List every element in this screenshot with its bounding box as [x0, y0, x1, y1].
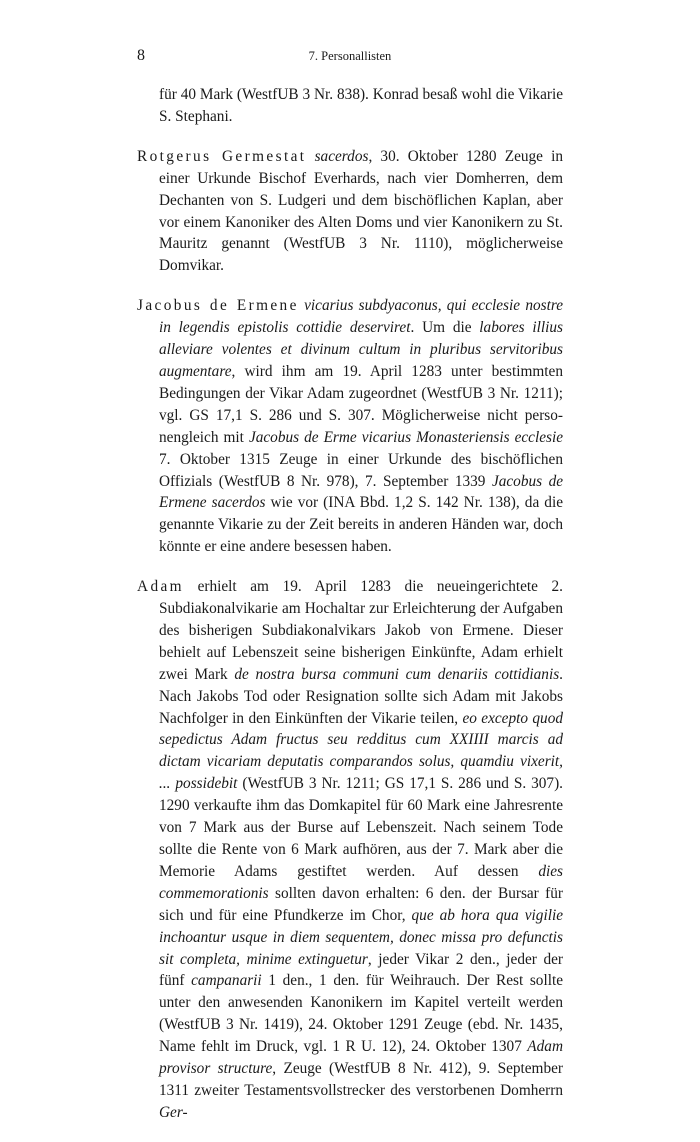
- text-segment: erhielt am 19. April 1283 die neueingerichtete 2. Subdiakonalvikarie am Hochaltar zur Erleichterung der Aufgaben des bisherigen Subdiakonalvikars Jakob von Ermene. Dieser behielt auf Lebenszeit seine bisherigen Einkünfte, Adam erhielt zwei Mark: [159, 578, 563, 683]
- text-segment: wie vor (INA Bbd. 1,2 S. 142 Nr. 138), da die genannte Vikarie zu der Zeit bereits in anderen Händen war, doch könnte er eine andere besessen haben.: [159, 494, 563, 556]
- entry-name: Adam: [137, 578, 184, 596]
- text-segment: . Um die: [410, 319, 480, 337]
- italic-segment: Ger-: [159, 1103, 188, 1121]
- page-number: 8: [137, 47, 145, 64]
- text-segment: , wird ihm am 19. April 1283 unter bestimmten Bedingungen der Vikar Adam zugeordnet (WestfUB 3 Nr. 1211); vgl. GS 17,1 S. 286 und S. 307. Möglicherweise nicht personengleich mit: [159, 362, 563, 446]
- text-segment: , Zeuge (WestfUB 8 Nr. 412), 9. September 1311 zweiter Testamentsvollstrecker des verstorbenen Domherrn: [159, 1060, 563, 1099]
- entry-paragraph: [137, 576, 563, 1124]
- entry-name: Rotgerus Germestat: [137, 147, 307, 165]
- italic-segment: sacerdos: [314, 147, 369, 165]
- running-head: 7. Personallisten: [308, 49, 392, 63]
- italic-segment: dies commemorationis: [159, 862, 563, 902]
- text-segment: 1 den., 1 den. für Weihrauch. Der Rest sollte unter den anwesenden Kanonikern im Kapitel verteilt werden (WestfUB 3 Nr. 1419), 24. Oktober 1291 Zeuge (ebd. Nr. 1435, Name fehlt im Druck, vgl. 1 R U. 12), 24. Oktober 1307: [159, 972, 563, 1056]
- text-segment: sollten davon erhalten: 6 den. der Bursar für sich und für eine Pfundkerze im Chor,: [159, 884, 563, 924]
- italic-segment: vicarius subdyaconus, qui ecclesie nostre in legendis epistolis cottidie deserviret: [159, 297, 563, 337]
- text-segment: für 40 Mark (WestfUB 3 Nr. 838). Konrad besaß wohl die Vikarie S. Stephani.: [159, 86, 563, 125]
- text-segment: , 30. Oktober 1280 Zeuge in einer Urkunde Bischof Everhards, nach vier Domherren, dem Dechanten von S. Ludgeri und dem bischöflichen Kaplan, aber vor einem Kanoniker des Alten Doms und vier Kanonikern zu St. Mauritz genannt (WestfUB 3 Nr. 1110), möglicherweise Domvikar.: [159, 147, 563, 275]
- text-segment: , jeder Vikar 2 den., jeder der fünf: [159, 950, 563, 990]
- body-text: [137, 84, 563, 1142]
- continuation-paragraph: [137, 84, 563, 128]
- italic-segment: Jacobus de Ermene sacerdos: [159, 472, 564, 512]
- italic-segment: Jacobus de Erme vicarius Monasteriensis ecclesie: [248, 428, 563, 446]
- italic-segment: eo excepto quod sepedictus Adam fructus seu redditus cum XXIIII marcis ad dictam vicariam deputatis comparandos solus, quamdiu vixerit, ... possidebit: [159, 709, 563, 793]
- italic-segment: que ab hora qua vigilie inchoantur usque in diem sequentem, donec missa pro defunctis sit completa, minime extinguetur: [159, 906, 563, 968]
- italic-segment: campanarii: [191, 972, 262, 990]
- italic-segment: de nostra bursa communi cum denariis cottidianis: [234, 665, 560, 683]
- text-segment: 7. Oktober 1315 Zeuge in einer Urkunde des bischöflichen Offizials (WestfUB 8 Nr. 978), 7. September 1339: [159, 450, 563, 490]
- text-segment: . Nach Jakobs Tod oder Resignation sollte sich Adam mit Jakobs Nachfolger in den Einkünften der Vikarie teilen,: [159, 665, 563, 727]
- entry-paragraph: [137, 295, 563, 558]
- italic-segment: Adam provisor structure: [159, 1038, 563, 1078]
- text-segment: [306, 148, 314, 165]
- italic-segment: labores illius alleviare volentes et divinum cultum in pluribus servitoribus augmentare: [159, 319, 564, 380]
- entry-name: Jacobus de Ermene: [137, 297, 299, 315]
- text-segment: (WestfUB 3 Nr. 1211; GS 17,1 S. 286 und S. 307). 1290 verkaufte ihm das Domkapitel für 60 Mark eine Jahresrente von 7 Mark aus der Burse auf Lebenszeit. Nach seinem Tode sollte die Rente von 6 Mark aufhören, aus der 7. Mark aber die Memorie Adams gestiftet werden. Auf dessen: [159, 775, 563, 880]
- entry-paragraph: [137, 146, 563, 277]
